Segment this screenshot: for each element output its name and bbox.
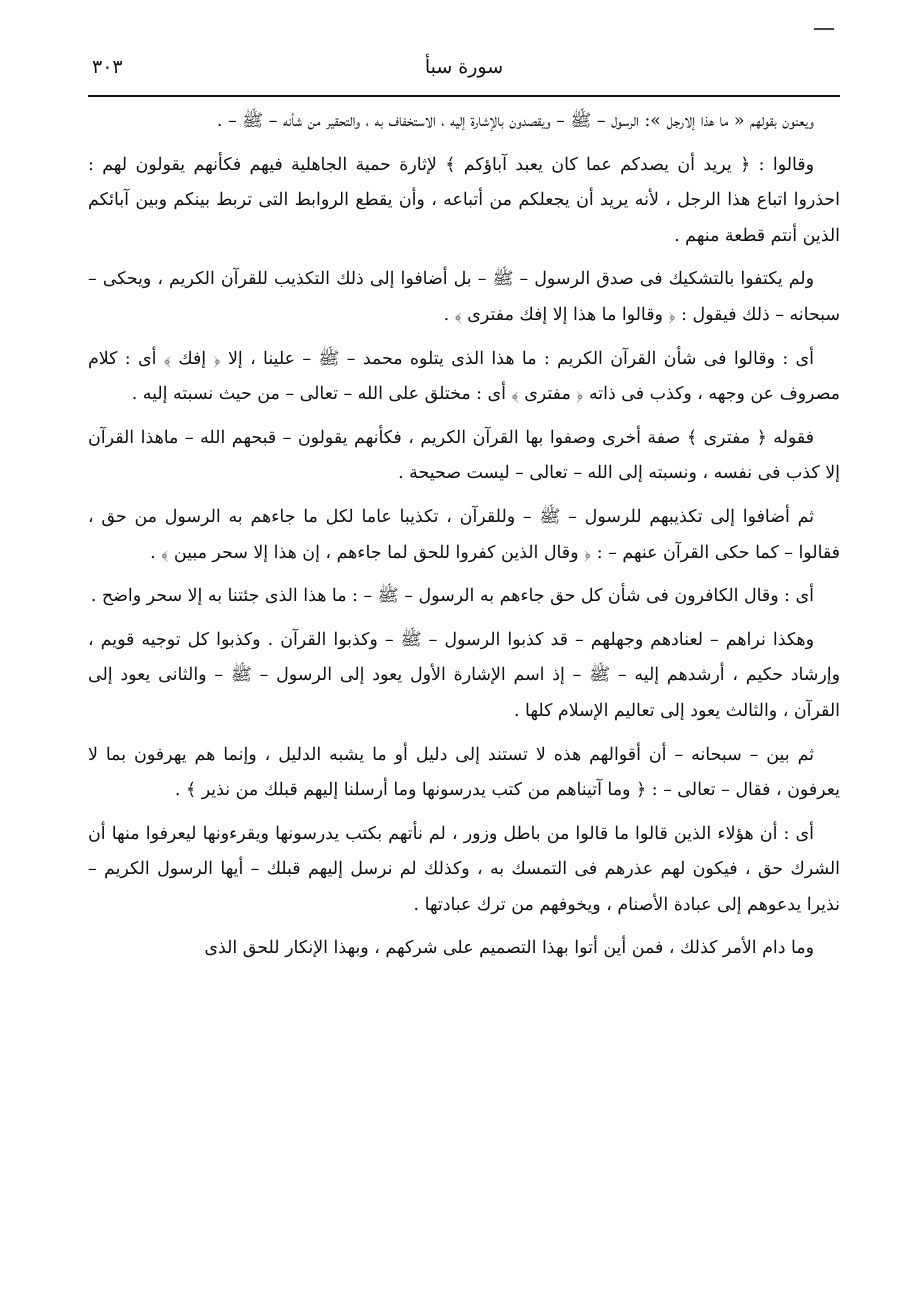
paragraph: أى : وقال الكافرون فى شأن كل حق جاءهم به الرسول – ﷺ – : ما هذا الذى جئتنا به إلا سحر واضح .	[90, 586, 814, 607]
corner-mark	[814, 28, 834, 30]
page-header	[88, 52, 840, 86]
surah-title: سورة سبأ	[424, 56, 504, 78]
paragraph: وهكذا نراهم – لعنادهم وجهلهم – قد كذبوا الرسول – ﷺ – وكذبوا القرآن . وكذبوا كل توجيه قويم ، وإرشاد حكيم ، أرشدهم إليه – ﷺ – إذ اسم الإشارة الأول يعود إلى الرسول – ﷺ – والثانى يعود إلى القرآن ، والثالث يعود إلى تعاليم الإسلام كلها .	[88, 629, 840, 721]
paragraph: ولم يكتفوا بالتشكيك فى صدق الرسول – ﷺ – بل أضافوا إلى ذلك التكذيب للقرآن الكريم ، ويحكى – سبحانه – ذلك فيقول : ﴿ وقالوا ما هذا إلا إفك مفترى ﴾ .	[88, 269, 840, 325]
paragraph: فقوله ﴿ مفترى ﴾ صفة أخرى وصفوا بها القرآن الكريم ، فكأنهم يقولون – قبحهم الله – ماهذا القرآن إلا كذب فى نفسه ، ونسبته إلى الله – تعالى – ليست صحيحة .	[88, 427, 840, 484]
paragraph: ثم أضافوا إلى تكذيبهم للرسول – ﷺ – وللقرآن ، تكذيبا عاما لكل ما جاءهم به الرسول من حق ، فقالوا – كما حكى القرآن عنهم – : ﴿ وقال الذين كفروا للحق لما جاءهم ، إن هذا إلا سحر مبين ﴾ .	[88, 506, 840, 563]
page-number: ٣٠٣	[92, 56, 123, 78]
paragraph: وما دام الأمر كذلك ، فمن أين أتوا بهذا التصميم على شركهم ، وبهذا الإنكار للحق الذى	[204, 938, 814, 959]
book-page	[88, 0, 840, 1293]
paragraph: وقالوا : ﴿ يريد أن يصدكم عما كان يعبد آباؤكم ﴾ لإثارة حمية الجاهلية فيهم فكأنهم يقولون لهم : احذروا اتباع هذا الرجل ، لأنه يريد أن يجعلكم من أتباعه ، وأن يقطع الروابط التى تربط بينكم وبين آبائكم الذين أنتم قطعة منهم .	[88, 154, 840, 246]
paragraph: ويعنون بقولهم « ما هذا إلارجل »: الرسول – ﷺ – ويقصدون بالإشارة إليه ، الاستخفاف به ، والتحقير من شأنه – ﷺ – .	[216, 111, 814, 131]
paragraph: أى : أن هؤلاء الذين قالوا ما قالوا من باطل وزور ، لم نأتهم بكتب يدرسونها ويقرءونها ليعرفوا منها أن الشرك حق ، فيكون لهم عذرهم فى التمسك به ، وكذلك لم نرسل إليهم قبلك – أيها الرسول الكريم – نذيرا يدعوهم إلى عبادة الأصنام ، ويخوفهم من ترك عبادتها .	[88, 823, 840, 915]
header-rule	[88, 95, 840, 97]
page-body	[88, 104, 840, 967]
paragraph: ثم بين – سبحانه – أن أقوالهم هذه لا تستند إلى دليل أو ما يشبه الدليل ، وإنما هم يهرفون بما لا يعرفون ، فقال – تعالى – : ﴿ وما آتيناهم من كتب يدرسونها وما أرسلنا إليهم قبلك من نذير ﴾ .	[88, 744, 840, 801]
paragraph: أى : وقالوا فى شأن القرآن الكريم : ما هذا الذى يتلوه محمد – ﷺ – علينا ، إلا ﴿ إفك ﴾ أى : كلام مصروف عن وجهه ، وكذب فى ذاته ﴿ مفترى ﴾ أى : مختلق على الله – تعالى – من حيث نسبته إليه .	[88, 348, 840, 405]
